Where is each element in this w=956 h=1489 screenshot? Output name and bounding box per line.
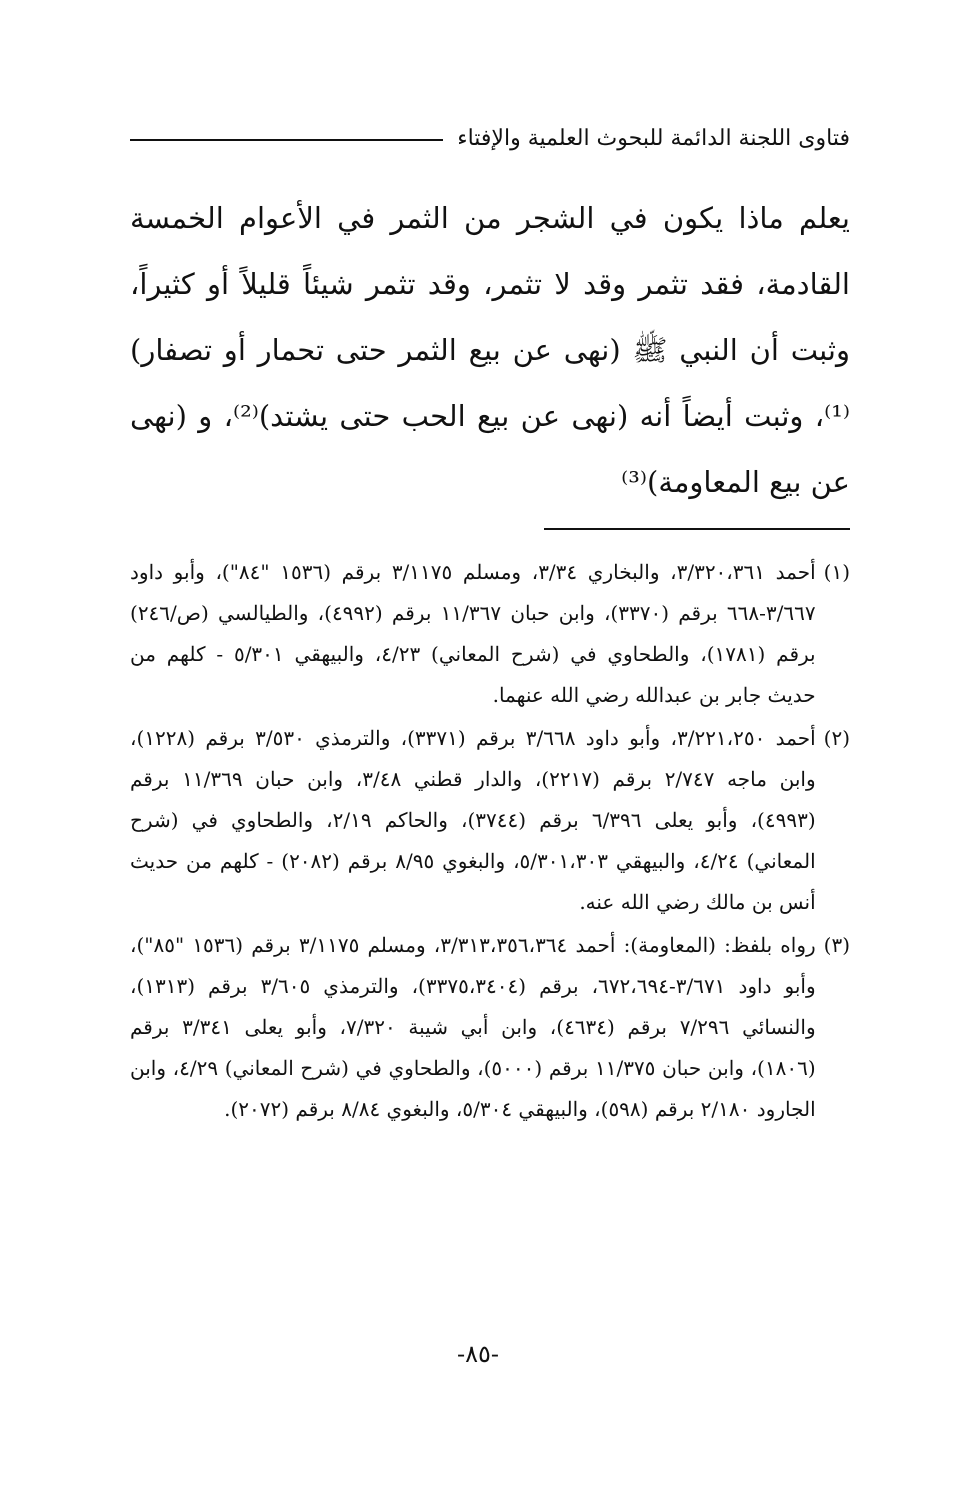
footnote-number: (٢) bbox=[823, 726, 850, 750]
footnote-text: رواه بلفظ: (المعاومة): أحمد ٣/٣١٣،٣٥٦،٣٦٤، ومسلم ٣/١١٧٥ برقم (١٥٣٦ "٨٥")، وأبو داود ٣/٦٧١-٦٧٢،٦٩٤، برقم (٣٣٧٥،٣٤٠٤)، والترمذي ٣/٦٠٥ برقم (١٣١٣)، والنسائي ٧/٢٩٦ برقم (٤٦٣٤)، وابن أبي شيبة ٧/٣٢٠، وأبو يعلى ٣/٣٤١ برقم (١٨٠٦)، وابن حبان ١١/٣٧٥ برقم (٥٠٠٠)، والطحاوي في (شرح المعاني) ٤/٢٩، وابن الجارود ٢/١٨٠ برقم (٥٩٨)، والبيهقي ٥/٣٠٤، والبغوي ٨/٨٤ برقم (٢٠٧٢). bbox=[130, 933, 816, 1121]
running-header-title: فتاوى اللجنة الدائمة للبحوث العلمية والإفتاء bbox=[457, 125, 850, 151]
header-rule bbox=[130, 139, 443, 141]
page-number: -٨٥- bbox=[457, 1340, 499, 1368]
footnote-number: (١) bbox=[823, 560, 850, 584]
footnotes bbox=[130, 552, 850, 1132]
main-text bbox=[130, 185, 850, 515]
running-header bbox=[130, 118, 850, 158]
main-paragraph: يعلم ماذا يكون في الشجر من الثمر في الأعوام الخمسة القادمة، فقد تثمر وقد لا تثمر، وقد تثمر شيئاً قليلاً أو كثيراً، وثبت أن النبي ﷺ (نهى عن بيع الثمر حتى تحمار أو تصفار)⁽¹⁾، وثبت أيضاً أنه (نهى عن بيع الحب حتى يشتد)⁽²⁾، و (نهى عن بيع المعاومة)⁽³⁾ bbox=[130, 201, 850, 499]
footnote-separator bbox=[544, 528, 850, 530]
footnote-1 bbox=[130, 552, 850, 716]
footnote-text: أحمد ٣/٣٢٠،٣٦١، والبخاري ٣/٣٤، ومسلم ٣/١١٧٥ برقم (١٥٣٦ "٨٤")، وأبو داود ٣/٦٦٧-٦٦٨ برقم (٣٣٧٠)، وابن حبان ١١/٣٦٧ برقم (٤٩٩٢)، والطيالسي (ص/٢٤٦) برقم (١٧٨١)، والطحاوي في (شرح المعاني) ٤/٢٣، والبيهقي ٥/٣٠١ - كلهم من حديث جابر بن عبدالله رضي الله عنهما. bbox=[130, 560, 816, 707]
footnote-3 bbox=[130, 925, 850, 1130]
footnote-number: (٣) bbox=[823, 933, 850, 957]
footnote-2 bbox=[130, 718, 850, 923]
footnote-text: أحمد ٣/٢٢١،٢٥٠، وأبو داود ٣/٦٦٨ برقم (٣٣٧١)، والترمذي ٣/٥٣٠ برقم (١٢٢٨)، وابن ماجه ٢/٧٤٧ برقم (٢٢١٧)، والدار قطني ٣/٤٨، وابن حبان ١١/٣٦٩ برقم (٤٩٩٣)، وأبو يعلى ٦/٣٩٦ برقم (٣٧٤٤)، والحاكم ٢/١٩، والطحاوي في (شرح المعاني) ٤/٢٤، والبيهقي ٥/٣٠١،٣٠٣، والبغوي ٨/٩٥ برقم (٢٠٨٢) - كلهم من حديث أنس بن مالك رضي الله عنه. bbox=[130, 726, 816, 914]
